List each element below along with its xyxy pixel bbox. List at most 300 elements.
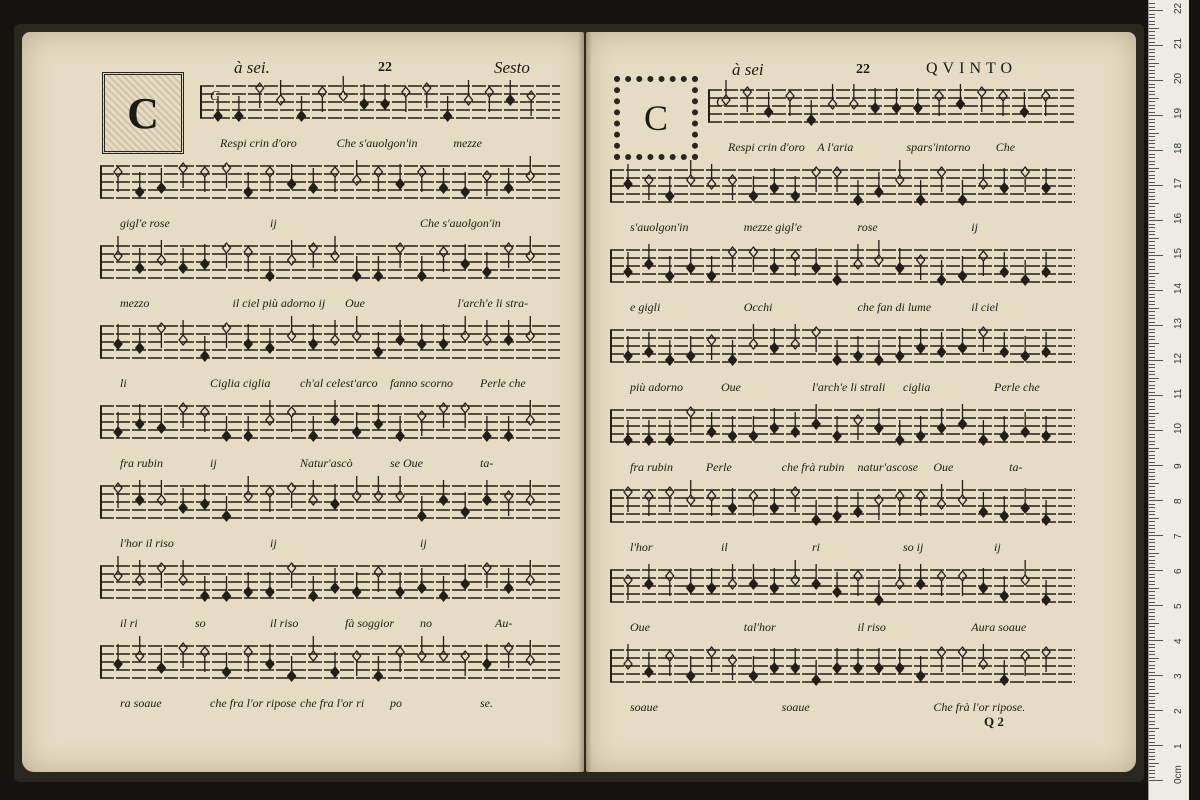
ruler-subtick [1149, 413, 1159, 414]
note [223, 163, 231, 188]
ruler-subtick [1149, 612, 1155, 613]
note [1042, 168, 1050, 193]
note [157, 323, 165, 348]
ruler-subtick [1149, 52, 1155, 53]
note [418, 167, 426, 192]
note [309, 576, 317, 601]
right-lyric: Che [995, 140, 1016, 154]
note [244, 476, 252, 501]
note [1021, 651, 1029, 676]
right-time-signature: C [716, 95, 726, 110]
note [770, 408, 778, 433]
left-staff-8 [100, 640, 560, 690]
note [1042, 647, 1050, 672]
note [396, 476, 404, 501]
ruler-subtick [1149, 602, 1155, 603]
note [1021, 488, 1029, 513]
ruler-tick [1149, 395, 1163, 396]
ruler-subtick [1149, 206, 1155, 207]
ruler-label: 18 [1173, 142, 1184, 154]
note [331, 484, 339, 509]
note [444, 96, 452, 121]
note [136, 560, 144, 585]
ruler-subtick [1149, 458, 1155, 459]
note [318, 87, 326, 112]
note [309, 168, 317, 193]
note [770, 648, 778, 673]
note [871, 88, 879, 113]
right-staff-6 [610, 484, 1075, 534]
ruler-subtick [1149, 224, 1155, 225]
note [958, 647, 966, 672]
note [418, 411, 426, 436]
ruler-subtick [1149, 679, 1155, 680]
note [999, 91, 1007, 116]
note [114, 236, 122, 261]
note [506, 80, 514, 105]
note [896, 648, 904, 673]
note [749, 324, 757, 349]
right-lyric: A l'aria [817, 140, 854, 154]
note [483, 480, 491, 505]
note [645, 564, 653, 589]
ruler-subtick [1149, 451, 1155, 452]
note [708, 335, 716, 360]
note [1042, 332, 1050, 357]
right-staff-7 [610, 564, 1075, 614]
ruler-tick [1149, 430, 1163, 431]
note [645, 491, 653, 516]
note [179, 643, 187, 668]
left-lyric: Che s'auolgon'in [336, 136, 418, 150]
ruler-subtick [1149, 213, 1155, 214]
ruler-subtick [1149, 595, 1155, 596]
right-lyric: il ciel [971, 300, 999, 314]
note [938, 408, 946, 433]
ruler-tick [1149, 535, 1163, 536]
ruler-subtick [1149, 766, 1155, 767]
right-lyric: Che frà l'or ripose. [933, 700, 1026, 714]
ruler-subtick [1149, 731, 1155, 732]
note [136, 328, 144, 353]
ruler-subtick [1149, 108, 1155, 109]
ruler-subtick [1149, 773, 1155, 774]
note [223, 576, 231, 601]
left-page-number: 22 [378, 60, 392, 75]
note [645, 420, 653, 445]
note [288, 407, 296, 432]
left-lyric: ta- [480, 456, 494, 470]
note [114, 556, 122, 581]
note [958, 571, 966, 596]
note [896, 564, 904, 589]
ruler-subtick [1149, 14, 1155, 15]
note [938, 332, 946, 357]
ruler-subtick [1149, 588, 1159, 589]
note [331, 236, 339, 261]
ruler-label: 12 [1173, 352, 1184, 364]
note [979, 568, 987, 593]
left-lyric: gigl'e rose [120, 216, 170, 230]
ruler-tick [1149, 325, 1163, 326]
note [136, 172, 144, 197]
ruler-subtick [1149, 619, 1155, 620]
note [875, 580, 883, 605]
note [339, 76, 347, 101]
ruler-subtick [1149, 154, 1155, 155]
note [201, 244, 209, 269]
note [687, 248, 695, 273]
note [749, 656, 757, 681]
note [440, 480, 448, 505]
note [526, 156, 534, 181]
note [958, 480, 966, 505]
note [979, 327, 987, 352]
ruler-subtick [1149, 269, 1155, 270]
note [1000, 332, 1008, 357]
ruler-subtick [1149, 703, 1155, 704]
left-lyric: Respi crin d'oro [220, 136, 297, 150]
note [179, 248, 187, 273]
note [1042, 500, 1050, 525]
note [396, 320, 404, 345]
ruler-subtick [1149, 483, 1159, 484]
note [854, 180, 862, 205]
ruler-subtick [1149, 448, 1159, 449]
right-lyric: so ij [903, 540, 924, 554]
ruler-label: 5 [1173, 603, 1184, 609]
note [526, 560, 534, 585]
note [917, 180, 925, 205]
ruler-subtick [1149, 276, 1155, 277]
note [526, 236, 534, 261]
note [666, 420, 674, 445]
note [749, 491, 757, 516]
note [136, 248, 144, 273]
note [418, 496, 426, 521]
left-lyric: li [120, 376, 127, 390]
ruler-subtick [1149, 633, 1155, 634]
left-lyric: so [195, 616, 206, 630]
note [875, 240, 883, 265]
ruler-subtick [1149, 301, 1155, 302]
ruler-subtick [1149, 371, 1155, 372]
right-staff-5 [610, 404, 1075, 454]
ruler-subtick [1149, 728, 1159, 729]
left-lyric: Oue [345, 296, 365, 310]
right-lyric: soaue [630, 700, 658, 714]
ruler-subtick [1149, 672, 1155, 673]
note [1042, 416, 1050, 441]
ruler-subtick [1149, 532, 1155, 533]
right-lyric: il [721, 540, 728, 554]
ruler-subtick [1149, 262, 1155, 263]
right-voice-label: à sei [732, 60, 764, 79]
note [309, 243, 317, 268]
right-part-name: QVINTO [926, 60, 1018, 77]
left-staff-2 [100, 160, 560, 210]
ruler-subtick [1149, 245, 1155, 246]
ruler-subtick [1149, 658, 1159, 659]
ruler-subtick [1149, 469, 1155, 470]
note [854, 492, 862, 517]
note [917, 416, 925, 441]
note [288, 164, 296, 189]
note [505, 243, 513, 268]
note [791, 251, 799, 276]
note [418, 256, 426, 281]
ruler-subtick [1149, 707, 1155, 708]
note [854, 244, 862, 269]
note [157, 563, 165, 588]
note [624, 644, 632, 669]
note [298, 96, 306, 121]
note [1021, 167, 1029, 192]
ruler-label: 1 [1173, 743, 1184, 749]
ruler-subtick [1149, 644, 1155, 645]
ruler-subtick [1149, 374, 1155, 375]
note [288, 316, 296, 341]
note [979, 492, 987, 517]
note [256, 83, 264, 108]
note [374, 404, 382, 429]
ruler-subtick [1149, 553, 1159, 554]
ruler-subtick [1149, 353, 1155, 354]
note [770, 328, 778, 353]
note [396, 647, 404, 672]
left-lyric: fra rubin [120, 456, 164, 470]
ruler-tick [1149, 500, 1163, 501]
right-staff-1 [708, 84, 1075, 134]
ruler-subtick [1149, 42, 1155, 43]
note [179, 488, 187, 513]
right-lyric: che fan di lume [857, 300, 932, 314]
note [266, 644, 274, 669]
note [917, 255, 925, 280]
ruler-subtick [1149, 486, 1155, 487]
right-lyric: Oue [933, 460, 954, 474]
note [722, 80, 730, 105]
left-voice-label: à sei. [234, 58, 270, 77]
left-lyric: se. [480, 696, 493, 710]
note [201, 576, 209, 601]
ruler-subtick [1149, 661, 1155, 662]
ruler-subtick [1149, 91, 1155, 92]
ruler-subtick [1149, 668, 1155, 669]
ruler-subtick [1149, 378, 1159, 379]
measuring-ruler [1148, 0, 1189, 800]
left-lyric: ij [210, 456, 217, 470]
left-staff-3 [100, 240, 560, 290]
right-lyric: ij [971, 220, 978, 234]
note [765, 92, 773, 117]
note [440, 168, 448, 193]
note [770, 248, 778, 273]
note [374, 256, 382, 281]
ruler-subtick [1149, 357, 1155, 358]
ruler-subtick [1149, 647, 1155, 648]
note [729, 247, 737, 272]
note [896, 420, 904, 445]
note [114, 644, 122, 669]
ruler-subtick [1149, 700, 1155, 701]
ruler-subtick [1149, 112, 1155, 113]
ruler-subtick [1149, 420, 1155, 421]
ruler-subtick [1149, 129, 1155, 130]
note [687, 336, 695, 361]
note [114, 167, 122, 192]
ruler-subtick [1149, 686, 1155, 687]
note [1000, 496, 1008, 521]
note [833, 340, 841, 365]
note [893, 88, 901, 113]
ruler-subtick [1149, 623, 1159, 624]
ruler-subtick [1149, 514, 1155, 515]
ruler-subtick [1149, 693, 1159, 694]
right-staff-2 [610, 164, 1075, 214]
ruler-subtick [1149, 59, 1155, 60]
ruler-subtick [1149, 749, 1155, 750]
note [875, 648, 883, 673]
ruler-subtick [1149, 542, 1155, 543]
note [288, 483, 296, 508]
note [956, 84, 964, 109]
note [791, 176, 799, 201]
right-lyric: Perle [705, 460, 732, 474]
note [423, 83, 431, 108]
note [266, 167, 274, 192]
left-staff-5 [100, 400, 560, 450]
note [743, 87, 751, 112]
left-lyric: Natur'ascò [300, 456, 353, 470]
note [461, 564, 469, 589]
ruler-subtick [1149, 521, 1155, 522]
note [505, 320, 513, 345]
note [201, 407, 209, 432]
note [277, 80, 285, 105]
ruler-label: 0cm [1173, 765, 1184, 784]
left-lyric: se Oue [390, 456, 423, 470]
note [223, 652, 231, 677]
left-lyric: il ri [120, 616, 138, 630]
note [833, 648, 841, 673]
note [157, 480, 165, 505]
note [374, 656, 382, 681]
ruler-subtick [1149, 28, 1159, 29]
ruler-subtick [1149, 161, 1155, 162]
ruler-tick [1149, 80, 1163, 81]
ruler-subtick [1149, 248, 1155, 249]
ruler-subtick [1149, 525, 1155, 526]
ruler-subtick [1149, 136, 1155, 137]
note [958, 404, 966, 429]
note [624, 336, 632, 361]
ruler-subtick [1149, 591, 1155, 592]
ruler-subtick [1149, 147, 1155, 148]
note [309, 416, 317, 441]
ruler-subtick [1149, 462, 1155, 463]
note [157, 408, 165, 433]
ruler-subtick [1149, 770, 1155, 771]
note [223, 496, 231, 521]
note [440, 324, 448, 349]
right-lyric: Aura soaue [971, 620, 1027, 634]
note [645, 332, 653, 357]
note [812, 327, 820, 352]
ruler-label: 19 [1173, 107, 1184, 119]
right-lyric: il riso [857, 620, 886, 634]
note [396, 243, 404, 268]
ruler-subtick [1149, 682, 1155, 683]
note [374, 567, 382, 592]
ruler-subtick [1149, 203, 1159, 204]
note [979, 251, 987, 276]
note [666, 176, 674, 201]
ruler-subtick [1149, 105, 1155, 106]
left-lyric: che fra l'or ripose [210, 696, 297, 710]
ruler-subtick [1149, 567, 1155, 568]
note [309, 636, 317, 661]
ruler-subtick [1149, 77, 1155, 78]
left-staff-4 [100, 320, 560, 370]
ruler-subtick [1149, 329, 1155, 330]
note [136, 404, 144, 429]
note [483, 644, 491, 669]
ruler-subtick [1149, 504, 1155, 505]
note [770, 488, 778, 513]
ruler-subtick [1149, 31, 1155, 32]
note [854, 648, 862, 673]
ruler-subtick [1149, 738, 1155, 739]
left-lyric: fà soggior [345, 616, 395, 630]
note [527, 91, 535, 116]
note [157, 240, 165, 265]
note [396, 572, 404, 597]
note [461, 316, 469, 341]
note [1021, 260, 1029, 285]
left-lyric: ra soaue [120, 696, 162, 710]
note [938, 571, 946, 596]
note [179, 163, 187, 188]
note [708, 491, 716, 516]
ruler-tick [1149, 290, 1163, 291]
ruler-subtick [1149, 388, 1155, 389]
ruler-subtick [1149, 49, 1155, 50]
ruler-subtick [1149, 609, 1155, 610]
note [1000, 252, 1008, 277]
note [266, 572, 274, 597]
ruler-subtick [1149, 94, 1155, 95]
ruler-tick [1149, 220, 1163, 221]
note [666, 256, 674, 281]
note [526, 400, 534, 425]
ruler-label: 6 [1173, 568, 1184, 574]
note [179, 560, 187, 585]
right-lyric: ri [812, 540, 821, 554]
note [624, 164, 632, 189]
ruler-subtick [1149, 21, 1155, 22]
ruler-tick [1149, 675, 1163, 676]
right-lyric: Oue [721, 380, 741, 394]
note [708, 647, 716, 672]
ruler-subtick [1149, 178, 1155, 179]
note [136, 480, 144, 505]
ruler-subtick [1149, 297, 1155, 298]
ruler-subtick [1149, 164, 1155, 165]
note [223, 243, 231, 268]
ruler-subtick [1149, 98, 1159, 99]
ruler-tick [1149, 605, 1163, 606]
